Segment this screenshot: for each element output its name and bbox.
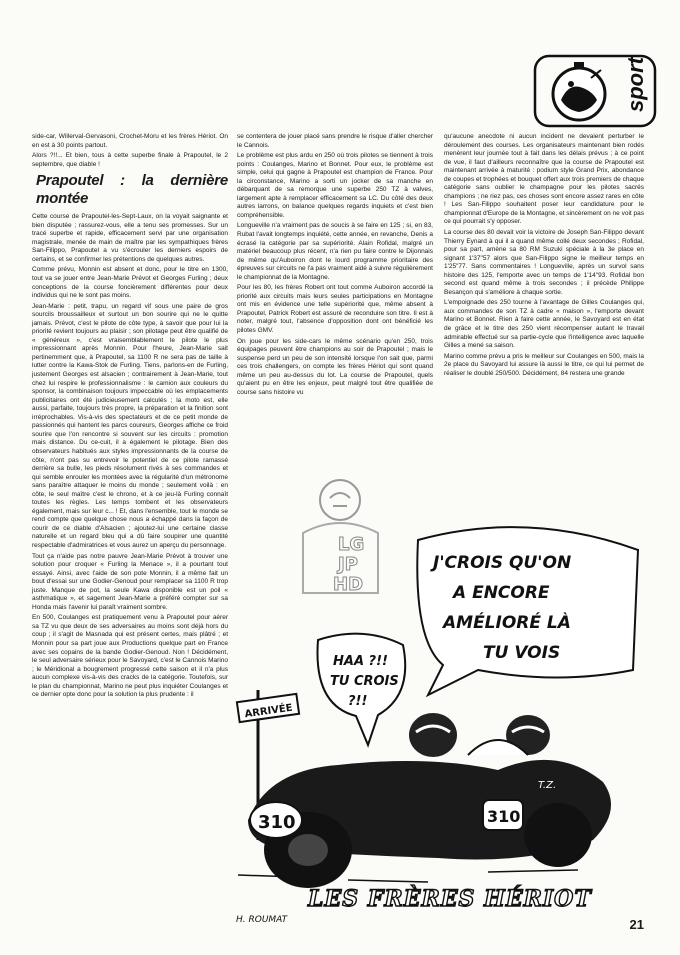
sport-section-logo [531, 54, 659, 128]
watermark-logo [283, 478, 398, 603]
watermark-line: JP [338, 554, 358, 575]
paragraph: Pour les 80, les frères Robert ont tout comme Auboiron accordé la priorité aux circuits mais leurs seules participations en Montagne ont mis en évidence une telle supériorité que, même absent à Prapoutel, Patrick Robert est assuré de reconduire son titre. Il est à noter, malgré tout, l'absence d'opposition dont ont bénéficié les pilotes GMV. [237, 284, 433, 335]
bubble-line: TU VOIS [483, 643, 561, 663]
sidecar-side-text: T.Z. [538, 780, 557, 791]
watermark-line: LG [338, 534, 365, 555]
artist-signature: H. ROUMAT [236, 915, 288, 925]
paragraph: L'empoignade des 250 tourne à l'avantage de Gilles Coulanges qui, aux commandes de son TZ à cadre « maison », l'emporte devant Marino et Bonnet. Rien à faire cette année, le Savoyard est en état de grâce et le titre des 250 vient récompenser autant le travail admirable effectué sur sa partie-cycle que l'intelligence avec laquelle Gilles a mené sa saison. [444, 299, 644, 350]
paragraph: Marino comme prévu a pris le meilleur sur Coulanges en 500, mais la 2e place du Savoyard lui assure là aussi le titre, ce qui lui permet de réaliser le doublé 250/500. Décidément, 84 restera une grande [444, 352, 644, 377]
paragraph: Longueville n'a vraiment pas de soucis à se faire en 125 ; si, en 83, Rubat l'avait longtemps inquiété, cette année, en revanche, Denis a écrasé la catégorie par sa supériorité. Alain Rofidal, malgré un matériel beaucoup plus récent, n'a rien pu faire contre le Dijonnais de même qu'Auboiron dont le lourd programme prioritaire des épreuves sur circuits ne l'a pas vraiment aidé à suivre régulièrement le championnat de la Montagne. [237, 222, 433, 281]
sidecar-drawing [248, 713, 611, 888]
speech-bubble-reply [317, 634, 405, 745]
paragraph: Le problème est plus ardu en 250 où trois pilotes se tiennent à trois points : Coulanges, Marino et Bonnet. Pour eux, le problème est simple, celui qui gagne à Prapoutel est champion de France. Pour la circonstance, Marino a sorti un jocker de sa manche en débarquant de sa remorque une superbe 250 TZ à valves, largement apte à remplacer efficacement sa LC. Du côté des deux autres larrons, on balance quelques regards inquiets et c'est bien compréhensible. [237, 152, 433, 219]
article-column-3 [444, 133, 644, 380]
reply-line: ?!! [348, 694, 368, 709]
cartoon-caption: LES FRÈRES HÉRIOT [308, 886, 592, 912]
paragraph: La course des 80 devait voir la victoire de Joseph San-Filippo devant Thierry Eynard à qui il a quand même collé deux secondes ; Rofidal, pour sa part, amène sa 80 RM Suzuki spéciale à la 3e place en signant 1'37"57 alors que San-Filippo signe le meilleur temps en 1'25"77. Sans commentaires ! Longueville, après un survol sans histoire des 125, l'emporte avec un temps de 1'14"93. Rofidal bon second est quand même à trois secondes ; il précède Philippe Besançon qui s'améliore à chaque sortie. [444, 229, 644, 296]
paragraph: Jean-Marie : petit, trapu, un regard vif sous une paire de gros sourcils broussailleux et surtout un bon sourire qui ne le quitte jamais. Prévot, c'est le pilote de côte type, à savoir que pour lui la priorité revient toujours au plaisir ; son pilotage peut être qualifié de « généreux », c'est vraisemblablement le pilote le plus impressionnant après Monnin. Pour l'heure, Jean-Marie sait pertinemment que, à Prapoutel, sa 1100 R ne sera pas de taille à lutter contre la Kawa-Stok de Furling. Tiens, parlons-en de Furling, justement Georges est alsacien ; contrairement à Jean-Marie, tout chez lui respire le professionnalisme : le camion aux couleurs du sponsor, la combinaison toujours impeccable où les emplacements publicitaires ont été judicieusement calculés ; la moto est, elle aussi, parfaite, toujours très propre, la préparation et la finition sont irréprochables. Vis-à-vis des spectateurs et de ce petit monde de passionnés qui hantent les parcs coureurs, Georges affiche ce froid sourire que l'on rencontre si souvent sur les circuits : promotion mais distance. Du ce-cuit, il a également le pilotage. Bien des observateurs habitués aux styles impressionnants de la course de côte, n'ont pas su entrevoir le potentiel de ce pilote ramassé derrière sa bulle, les pieds résolument rivés à ses commandes et qui semble enrouler les montées avec la régularité d'un métronome sans paraître attaquer le moins du monde ; seulement voilà : en côte, le seul maître c'est le chrono, et à ce jeu-là Furling connaît toutes les règles. Les temps tombent et les observateurs également, mais sur leur c... ! Et, dans l'ensemble, tout le monde se rend compte que quelque chose nous a échappé dans la façon de courir de ce diable d'Alsacien ; ajoutez-lui une certaine classe naturelle et un regard bleu qui a dû faire soupirer une quantité respectable d'admiratrices et vous aurez un aperçu du personnage. [32, 302, 228, 549]
paragraph: En 500, Coulanges est pratiquement venu à Prapoutel pour aérer sa TZ vu que deux de ses adversaires au moins sont déjà hors du coup ; il s'agit de Masnada qui est présent certes, mais plâtré ; et Monnin pour sa part joue aux Productions quelque part en France avec ses copains de la bande Godier-Genoud. Non ! Décidément, le seul adversaire sérieux pour le Savoyard, c'est le Cannois Marino ; le Méridional a bougrement progressé cette saison et il n'a plus aucun complexe vis-à-vis des cracks de la catégorie. Toutefois, sur le plan du championnat, Marino ne peut plus inquiéter Coulanges et ce dernier opte donc pour la solution la plus prudente : il [32, 614, 228, 699]
article-column-1 [32, 133, 228, 702]
finish-sign-text: ARRIVÉE [243, 702, 294, 721]
article-column-2 [237, 133, 433, 399]
rear-number-plate: 310 [487, 807, 521, 826]
bubble-line: AMÉLIORÉ LÀ [443, 613, 571, 633]
intro-text-2: Alors ?!!... Et bien, tous à cette superbe finale à Prapoutel, le 2 septembre, que diable ! [32, 152, 228, 168]
paragraph: Tout ça n'aide pas notre pauvre Jean-Marie Prévot à trouver une solution pour croquer « Furling la Menace », il a pourtant tout essayé. Ainsi, avec l'aide de son pote Monnin, il a même fait un bout d'essai sur une Godier-Genoud pour remplacer sa 1100 R trop juste. Manque de pot, la seule Kawa disponible est un poil « asthmatique », et sagement Jean-Marie a préféré compter sur sa Honda mais l'avenir lui paraît vraiment sombre. [32, 552, 228, 611]
reply-line: TU CROIS [330, 674, 399, 689]
paragraph: On joue pour les side-cars le même scénario qu'en 250, trois équipages peuvent être champions au soir de Prapoutel ; mais le suspense perd un peu de son intensité lorsque l'on sait que, parmi ces trois challengers, on compte les frères Hériot qui sont quand même un peu au-dessus du lot. La course de Prapoutel, quels qu'aient pu en être les enjeux, peut malgré tout être qualifiée de course sans histoire vu [237, 337, 433, 396]
watermark-line: HD [333, 574, 364, 595]
page-number: 21 [629, 917, 644, 932]
bubble-line: A ENCORE [453, 583, 550, 603]
article-title: Prapoutel : la dernière montée [36, 172, 228, 208]
intro-text: side-car, Willerval-Gervasoni, Crochet-Moru et les frères Hériot. On en est à 30 points partout. [32, 133, 228, 149]
reply-line: HAA ?!! [333, 654, 388, 669]
section-label: sport [623, 57, 648, 112]
number-plate: 310 [258, 812, 296, 833]
paragraph: se contentera de jouer placé sans prendre le risque d'aller chercher le Cannois. [237, 133, 433, 149]
paragraph: Comme prévu, Monnin est absent et donc, pour le titre en 1300, tout va se jouer entre Jean-Marie Prévot et Georges Furling ; deux conceptions de la course foncièrement différentes pour deux individus qui ne le sont pas moins. [32, 266, 228, 300]
paragraph: Cette course de Prapoutel-les-Sept-Laux, on la voyait saignante et bien disputée ; rassurez-vous, elle a tenu ses promesses. Sur un tracé superbe et rapide, efficacement servi par une organisation magistrale, menée de main de maître par les sympathiques frères San-Filippo, Prapoutel a vu s'écrouler les derniers espoirs de certains, et se confirmer les prétentions de quelques autres. [32, 213, 228, 263]
bubble-line: J'CROIS QU'ON [433, 553, 572, 573]
paragraph: qu'aucune anecdote ni aucun incident ne devaient perturber le déroulement des courses. Les organisateurs maintenant bien rodés menèrent leur journée tout à fait dans les délais prévus ; à ce point de vue, il faut d'ailleurs reconnaître que la course de Prapoutel est maintenant arrivée à maturité : podium style Grand Prix, abondance de coupes et trophées et bouquet offert aux trois premiers de chaque catégorie sans oublier le champagne pour les pilotes sacrés champions ; ne riez pas, ces choses sont encore assez rares en côte ! Les San-Filippo souhaitent poser leur candidature pour le championnat d'Europe de la Montagne, et sincèrement on ne voit pas ce qui pourrait s'y opposer. [444, 133, 644, 226]
